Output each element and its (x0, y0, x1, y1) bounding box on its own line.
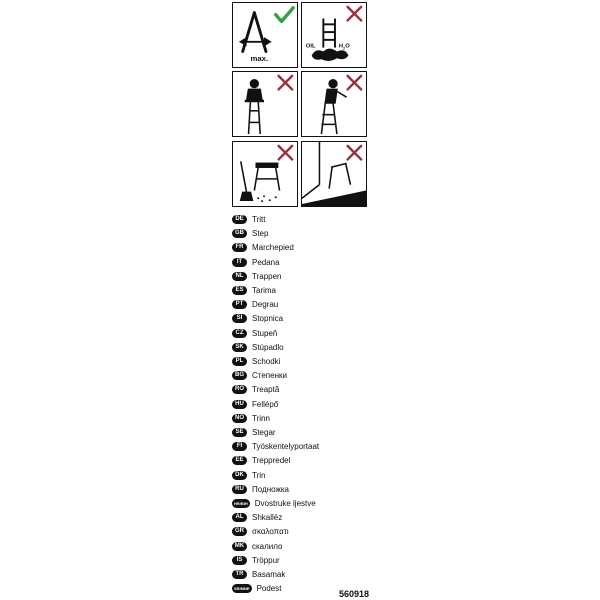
ladder-icon (323, 19, 335, 48)
article-number: 560918 (339, 589, 370, 599)
translation-label: Tritt (252, 215, 266, 224)
debris-icon (257, 195, 276, 202)
cross-icon (348, 76, 362, 90)
list-item (232, 582, 281, 595)
country-code-badge: SR/MNE (234, 586, 250, 592)
tilted-stool-icon (329, 163, 350, 188)
country-code-badge: IT (232, 258, 247, 267)
translation-label: Stopnica (252, 314, 284, 324)
step-stool-icon (254, 163, 279, 190)
translation-label: Degrau (252, 300, 279, 310)
translation-label: Stegar (252, 428, 276, 437)
translation-label: Basamak (252, 570, 286, 579)
cross-icon (279, 76, 293, 90)
country-code-badge: EE (232, 456, 247, 465)
panel-dirty-floor (232, 141, 298, 207)
translation-label: Tarima (252, 286, 277, 295)
list-item (232, 454, 290, 467)
list-item (232, 270, 282, 283)
checkmark-icon (276, 8, 293, 22)
country-code-badge: PL (232, 357, 247, 366)
country-code-badge: FI (232, 442, 247, 451)
country-code-badge: PT (232, 300, 247, 309)
country-code-badge: SE (232, 428, 247, 437)
translation-label: Trappen (252, 271, 282, 281)
width-arrow-icon (241, 39, 270, 45)
list-item (232, 298, 278, 311)
list-item (232, 440, 319, 453)
list-item (232, 412, 270, 425)
slope-ground-icon (302, 190, 366, 206)
country-code-badge: HU (232, 400, 247, 409)
country-code-badge: DE (232, 215, 247, 224)
list-item (232, 327, 277, 340)
list-item (232, 469, 265, 482)
list-item (232, 540, 282, 553)
panel-max-load (232, 2, 298, 68)
list-item (232, 355, 280, 368)
country-code-badge: FR (232, 243, 247, 252)
translation-label: Stupeň (252, 328, 278, 338)
list-item (232, 525, 289, 538)
country-code-badge: TR (232, 570, 247, 579)
panel-oil-water (301, 2, 367, 68)
oil-label: OIL (305, 43, 316, 50)
translation-label: Stúpadlo (252, 342, 284, 352)
list-item (232, 483, 289, 496)
water-label: $H_2O$ (338, 43, 350, 51)
country-code-badge: SK (232, 343, 247, 352)
translation-label: Marchepied (252, 243, 294, 253)
translation-label: σκαλοπατι (252, 527, 289, 537)
translation-label: Treaptă (252, 385, 280, 395)
person-on-ladder-icon (245, 80, 264, 134)
country-code-badge: SI (232, 314, 247, 323)
translation-label: Tröppur (252, 555, 280, 565)
room-corner-icon (302, 142, 319, 198)
max-label: max. (250, 54, 269, 64)
broom-icon (241, 161, 253, 200)
country-code-badge: MK (232, 542, 247, 551)
translation-label: Pedana (252, 257, 280, 267)
list-item (232, 568, 285, 581)
person-leaning-icon (321, 80, 346, 134)
list-item (232, 554, 280, 567)
panel-standing-on-top (232, 71, 298, 137)
translation-label: Step (252, 229, 269, 239)
cross-icon (348, 146, 362, 160)
cross-icon (348, 7, 362, 21)
translation-label: Trin (252, 470, 266, 480)
country-code-badge: AL (232, 513, 247, 522)
translation-label: Shkallëz (252, 513, 283, 523)
country-code-badge: NO (232, 414, 247, 423)
panel-leaning-sideways (301, 71, 367, 137)
list-item (232, 369, 287, 382)
translation-label: Treppredel (252, 456, 291, 466)
list-item (232, 213, 265, 226)
translation-label: скалило (252, 541, 283, 551)
country-code-badge: RU (232, 485, 247, 494)
list-item (232, 383, 279, 396)
country-code-badge: DK (232, 471, 247, 480)
list-item (232, 241, 294, 254)
list-item (232, 398, 278, 411)
list-item (232, 256, 280, 269)
panel-uneven-ground (301, 141, 367, 207)
translation-label: Подножка (252, 484, 289, 494)
country-code-badge: GR (232, 527, 247, 536)
country-code-badge: NL (232, 272, 247, 281)
country-code-badge: BG (232, 371, 247, 380)
list-item (232, 284, 276, 297)
list-item (232, 426, 276, 439)
country-code-badge: HR/BIH (234, 501, 248, 506)
cross-icon (279, 146, 293, 160)
translation-label: Podest (256, 584, 282, 594)
list-item (232, 312, 283, 325)
translation-label: Dvostruke ljestve (254, 499, 316, 508)
list-item (232, 497, 316, 510)
country-code-badge: IS (232, 556, 247, 565)
translation-label: Työskentelyportaat (252, 442, 320, 452)
country-code-badge: GB (232, 229, 247, 238)
country-code-badge: CZ (232, 329, 247, 338)
list-item (232, 227, 268, 240)
translation-label: Schodki (252, 357, 281, 366)
translation-label: Trinn (252, 413, 270, 423)
country-code-badge: RO (232, 385, 247, 394)
translation-label: Степенки (252, 371, 287, 381)
translation-label: Fellépő (252, 399, 279, 409)
list-item (232, 511, 282, 524)
list-item (232, 341, 284, 354)
country-code-badge: ES (232, 286, 247, 295)
